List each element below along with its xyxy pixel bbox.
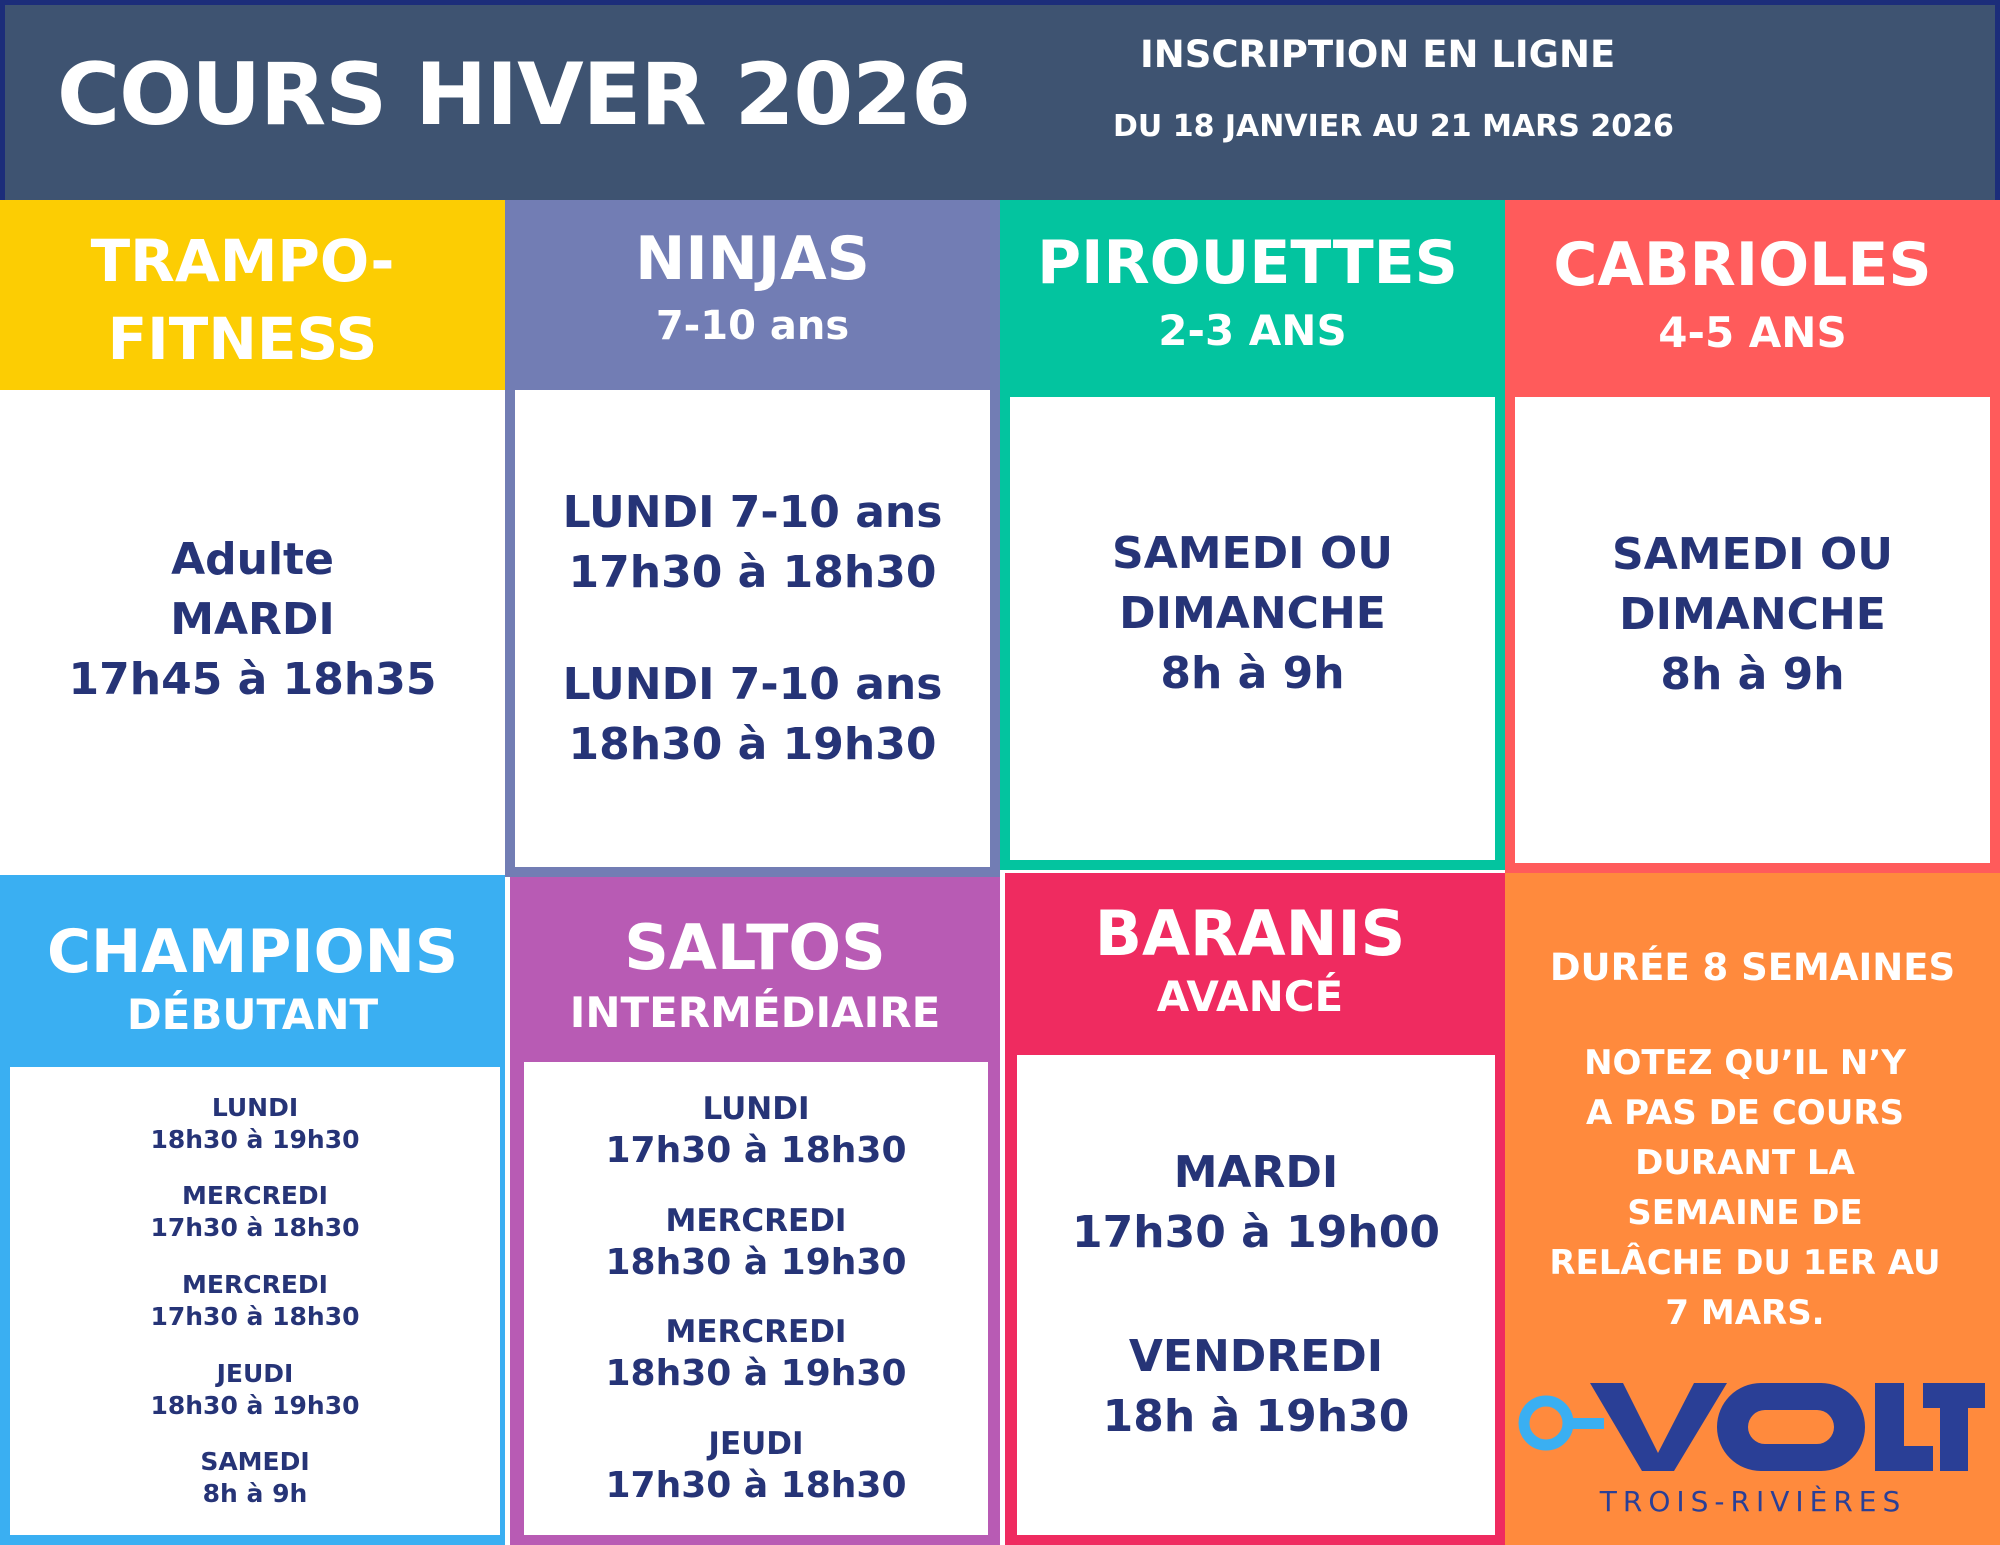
schedule-box-trampo	[0, 390, 505, 890]
course-card-champions	[0, 875, 505, 1545]
course-title: CABRIOLES	[1553, 230, 1932, 300]
schedule-day: SAMEDI OU	[1112, 527, 1393, 579]
schedule-day: SAMEDI OU	[1612, 529, 1893, 580]
course-age: 2-3 ANS	[1158, 306, 1347, 355]
session	[200, 1446, 309, 1510]
session-day: JEUDI	[216, 1358, 294, 1388]
session-time: 17h30 à 18h30	[605, 1464, 907, 1506]
course-age: 7-10 ans	[655, 303, 850, 349]
schedule-day: VENDREDI	[1128, 1331, 1384, 1382]
course-header-cabrioles	[1505, 200, 2000, 395]
course-card-trampo	[0, 200, 505, 890]
session-time: 17h30 à 18h30	[605, 1130, 907, 1172]
schedule-time: 17h30 à 18h30	[568, 546, 937, 598]
course-header-trampo	[0, 200, 505, 390]
course-card-cabrioles	[1505, 200, 2000, 873]
page-title: COURS HIVER 2026	[57, 45, 970, 145]
schedule-day: MARDI	[170, 594, 335, 645]
session	[605, 1201, 906, 1285]
schedule-time: 17h30 à 19h00	[1072, 1207, 1440, 1258]
course-header-saltos	[510, 877, 1000, 1062]
schedule-day: LUNDI 7-10 ans	[562, 486, 943, 538]
course-level: DÉBUTANT	[126, 990, 379, 1039]
schedule-day: MARDI	[1173, 1147, 1339, 1198]
session-day: LUNDI	[211, 1092, 299, 1122]
schedule-time: 18h à 19h30	[1102, 1391, 1410, 1442]
session-day: MERCREDI	[182, 1181, 328, 1211]
course-title-line-1: TRAMPO-	[90, 227, 395, 295]
session	[150, 1180, 359, 1244]
registration-dates: DU 18 JANVIER AU 21 MARS 2026	[1113, 109, 1674, 144]
course-card-ninjas	[505, 200, 1000, 877]
session-time: 17h30 à 18h30	[150, 1301, 360, 1331]
duration-text: DURÉE 8 SEMAINES	[1549, 946, 1956, 989]
session-day: LUNDI	[702, 1091, 810, 1128]
volt-logo	[1518, 1363, 1988, 1543]
session-time: 17h30 à 18h30	[150, 1213, 360, 1243]
course-card-baranis	[1005, 873, 1505, 1545]
course-title: NINJAS	[635, 224, 870, 294]
session	[605, 1089, 906, 1173]
session-day: MERCREDI	[665, 1314, 847, 1351]
course-title-line-2: FITNESS	[107, 305, 378, 373]
schedule-time: 8h à 9h	[1160, 647, 1345, 699]
session	[605, 1312, 906, 1396]
session-day: MERCREDI	[182, 1269, 328, 1299]
session-time: 18h30 à 19h30	[605, 1353, 907, 1395]
session-time: 18h30 à 19h30	[150, 1124, 360, 1154]
registration-label: INSCRIPTION EN LIGNE	[1140, 33, 1616, 76]
session-day: SAMEDI	[200, 1447, 310, 1477]
course-title: PIROUETTES	[1037, 228, 1458, 298]
course-header-pirouettes	[1000, 200, 1505, 395]
schedule-group: Adulte	[171, 534, 334, 585]
schedule-box-champions	[10, 1067, 500, 1535]
session	[150, 1269, 359, 1333]
note-line: DURANT LA	[1635, 1143, 1855, 1183]
session-time: 18h30 à 19h30	[150, 1390, 360, 1420]
schedule-time: 18h30 à 19h30	[568, 718, 937, 770]
no-class-note	[1505, 1038, 1985, 1338]
course-header-ninjas	[505, 200, 1000, 390]
session-day: MERCREDI	[665, 1202, 847, 1239]
logo-tagline: TROIS-RIVIÈRES	[1599, 1485, 1907, 1518]
course-age: 4-5 ANS	[1658, 308, 1847, 357]
session-day: JEUDI	[708, 1425, 804, 1462]
course-title: BARANIS	[1094, 897, 1406, 970]
schedule-box-saltos	[524, 1062, 988, 1535]
info-panel	[1505, 873, 2000, 1545]
course-level: AVANCÉ	[1156, 972, 1344, 1021]
course-level: INTERMÉDIAIRE	[569, 988, 941, 1037]
schedule-box-baranis	[1017, 1055, 1495, 1535]
schedule-day: DIMANCHE	[1119, 587, 1386, 639]
header-banner	[0, 0, 2000, 200]
note-line: 7 MARS.	[1665, 1293, 1825, 1333]
volt-logo-mark	[1518, 1363, 1988, 1483]
session-time: 8h à 9h	[202, 1479, 308, 1509]
schedule-day: LUNDI 7-10 ans	[562, 658, 943, 710]
note-line: RELÂCHE DU 1ER AU	[1549, 1243, 1941, 1283]
course-card-pirouettes	[1000, 200, 1505, 870]
schedule-box-pirouettes	[1010, 397, 1495, 860]
session	[150, 1358, 359, 1422]
session-time: 18h30 à 19h30	[605, 1241, 907, 1283]
note-line: SEMAINE DE	[1627, 1193, 1863, 1233]
session	[150, 1092, 359, 1156]
note-line: A PAS DE COURS	[1585, 1093, 1904, 1133]
duration-label	[1505, 943, 2000, 993]
course-header-champions	[0, 875, 505, 1065]
course-header-baranis	[1005, 873, 1505, 1053]
session	[605, 1424, 906, 1508]
schedule-time: 8h à 9h	[1660, 649, 1845, 700]
course-card-saltos	[510, 877, 1000, 1545]
schedule-time: 17h45 à 18h35	[68, 654, 437, 705]
schedule-box-ninjas	[515, 390, 990, 867]
schedule-box-cabrioles	[1515, 397, 1990, 863]
schedule-day: DIMANCHE	[1619, 589, 1886, 640]
note-line: NOTEZ QU’IL N’Y	[1584, 1043, 1906, 1083]
course-title: CHAMPIONS	[46, 917, 459, 987]
course-title: SALTOS	[624, 911, 886, 984]
